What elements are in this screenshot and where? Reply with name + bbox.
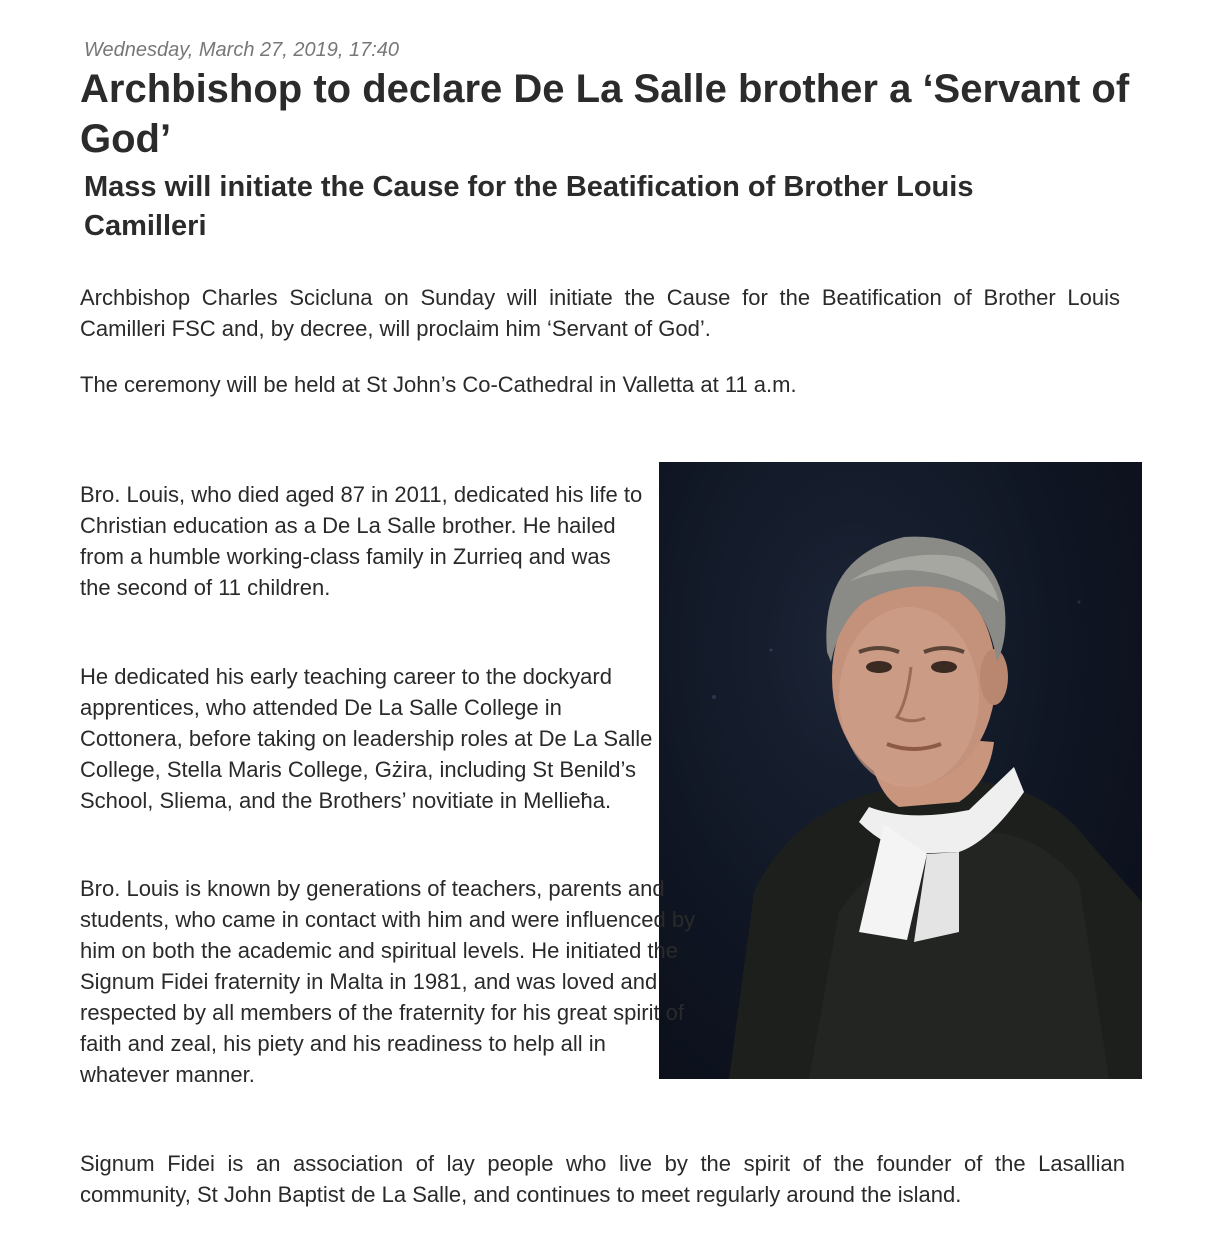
paragraph-bio-2: He dedicated his early teaching career to the dockyard apprentices, who attended De La Salle College in Cottonera, before taking on leadership roles at De La Salle College, Stella Maris College, Gżira, including St Benild’s School, Sliema, and the Brothers’ novitiate in Mellieħa. (80, 664, 653, 813)
paragraph-signum-fidei: Signum Fidei is an association of lay people who live by the spirit of the founder of the Lasallian community, St John Baptist de La Salle, and continues to meet regularly around the island. (80, 1151, 1125, 1207)
paragraph-bio-3: Bro. Louis is known by generations of teachers, parents and students, who came in contact with him and were influenced by him on both the academic and spiritual levels. He initiated the Signum Fidei fraternity in Malta in 1981, and was loved and respected by all members of the fraternity for his great spirit of faith and zeal, his piety and his readiness to help all in whatever manner. (80, 876, 696, 1087)
portrait-illustration (659, 462, 1142, 1079)
portrait-photo (659, 462, 1142, 1079)
article-date: Wednesday, March 27, 2019, 17:40 (84, 39, 400, 61)
article-subheadline: Mass will initiate the Cause for the Beatification of Brother Louis Camilleri (84, 171, 974, 242)
paragraph-intro: Archbishop Charles Scicluna on Sunday will initiate the Cause for the Beatification of Brother Louis Camilleri FSC and, by decree, will proclaim him ‘Servant of God’. (80, 285, 1120, 341)
article-headline: Archbishop to declare De La Salle brother a ‘Servant of God’ (80, 67, 1130, 161)
paragraph-ceremony: The ceremony will be held at St John’s Co-Cathedral in Valletta at 11 a.m. (80, 372, 797, 397)
paragraph-bio-1: Bro. Louis, who died aged 87 in 2011, dedicated his life to Christian education as a De La Salle brother. He hailed from a humble working-class family in Zurrieq and was the second of 11 children. (80, 482, 643, 600)
